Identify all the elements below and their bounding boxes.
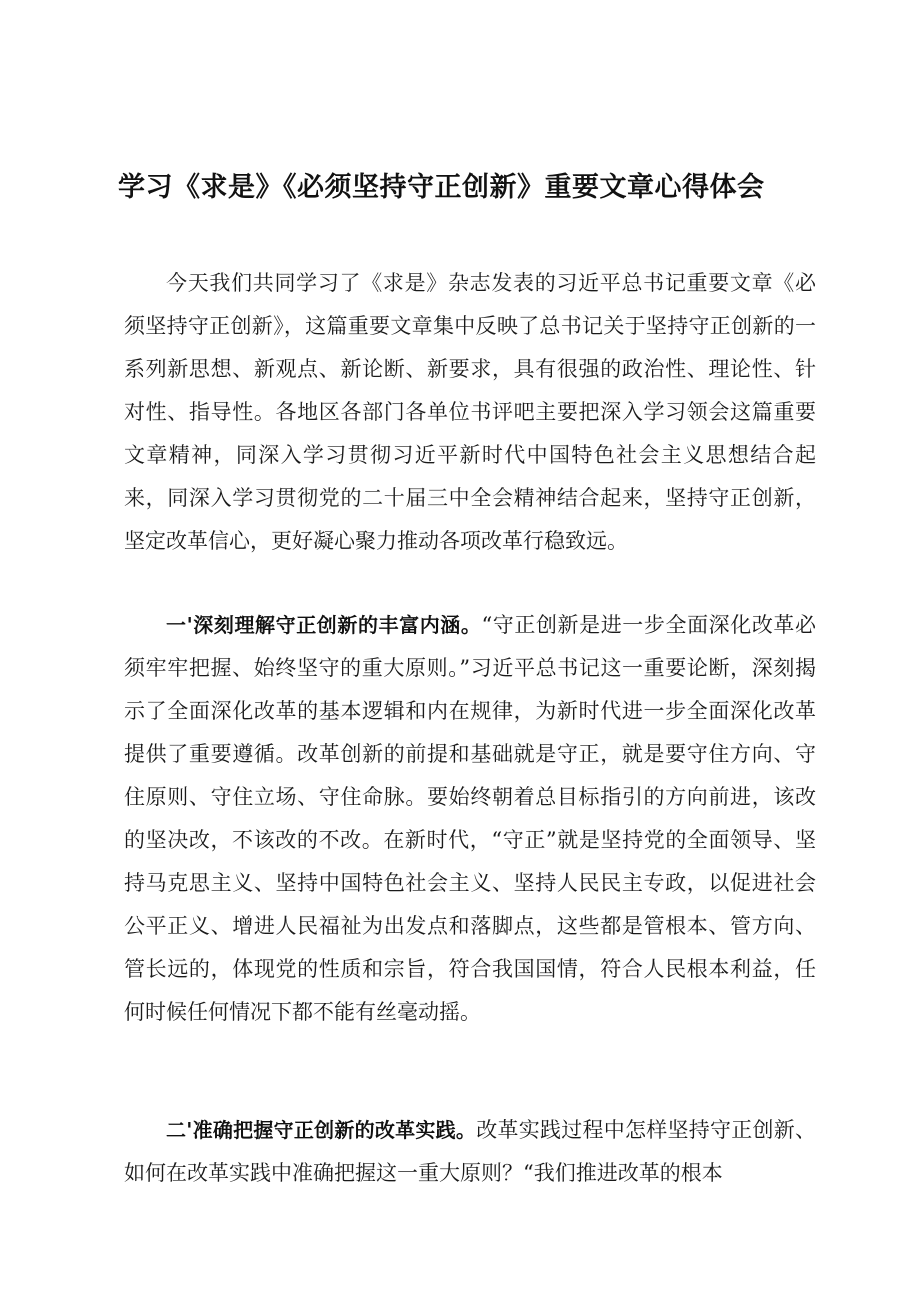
paragraph-intro-text: 今天我们共同学习了《求是》杂志发表的习近平总书记重要文章《必须坚持守正创新》，这篇重要文章集中反映了总书记关于坚持守正创新的一系列新思想、新观点、新论断、新要求，具有很强的政治性、理论性、针对性、指导性。各地区各部门各单位书评吧主要把深入学习领会这篇重要文章精神，同深入学习贯彻习近平新时代中国特色社会主义思想结合起来，同深入学习贯彻党的二十届三中全会精神结合起来，坚持守正创新，坚定改革信心，更好凝心聚力推动各项改革行稳致远。 bbox=[124, 271, 816, 553]
section-2-text: 改革实践过程中怎样坚持守正创新、如何在改革实践中准确把握这一重大原则？“我们推进改革的根本 bbox=[124, 1118, 816, 1185]
section-1-text: “守正创新是进一步全面深化改革必须牢牢把握、始终坚守的重大原则。”习近平总书记这一重要论断，深刻揭示了全面深化改革的基本逻辑和内在规律，为新时代进一步全面深化改革提供了重要遵循。改革创新的前提和基础就是守正，就是要守住方向、守住原则、守住立场、守住命脉。要始终朝着总目标指引的方向前进，该改的坚决改，不该改的不改。在新时代，“守正”就是坚持党的全面领导、坚持马克思主义、坚持中国特色社会主义、坚持人民民主专政，以促进社会公平正义、增进人民福祉为出发点和落脚点，这些都是管根本、管方向、管长远的，体现党的性质和宗旨，符合我国国情，符合人民根本利益，任何时候任何情况下都不能有丝毫动摇。 bbox=[124, 613, 816, 1024]
paragraph-section-1 bbox=[124, 604, 816, 1034]
section-2-heading: 二'准确把握守正创新的改革实践。 bbox=[166, 1118, 477, 1142]
section-1-heading: 一'深刻理解守正创新的丰富内涵。 bbox=[166, 613, 482, 637]
paragraph-intro bbox=[124, 262, 816, 563]
paragraph-section-2 bbox=[124, 1109, 816, 1195]
document-title: 学习《求是》《必须坚持守正创新》重要文章心得体会 bbox=[118, 172, 765, 203]
